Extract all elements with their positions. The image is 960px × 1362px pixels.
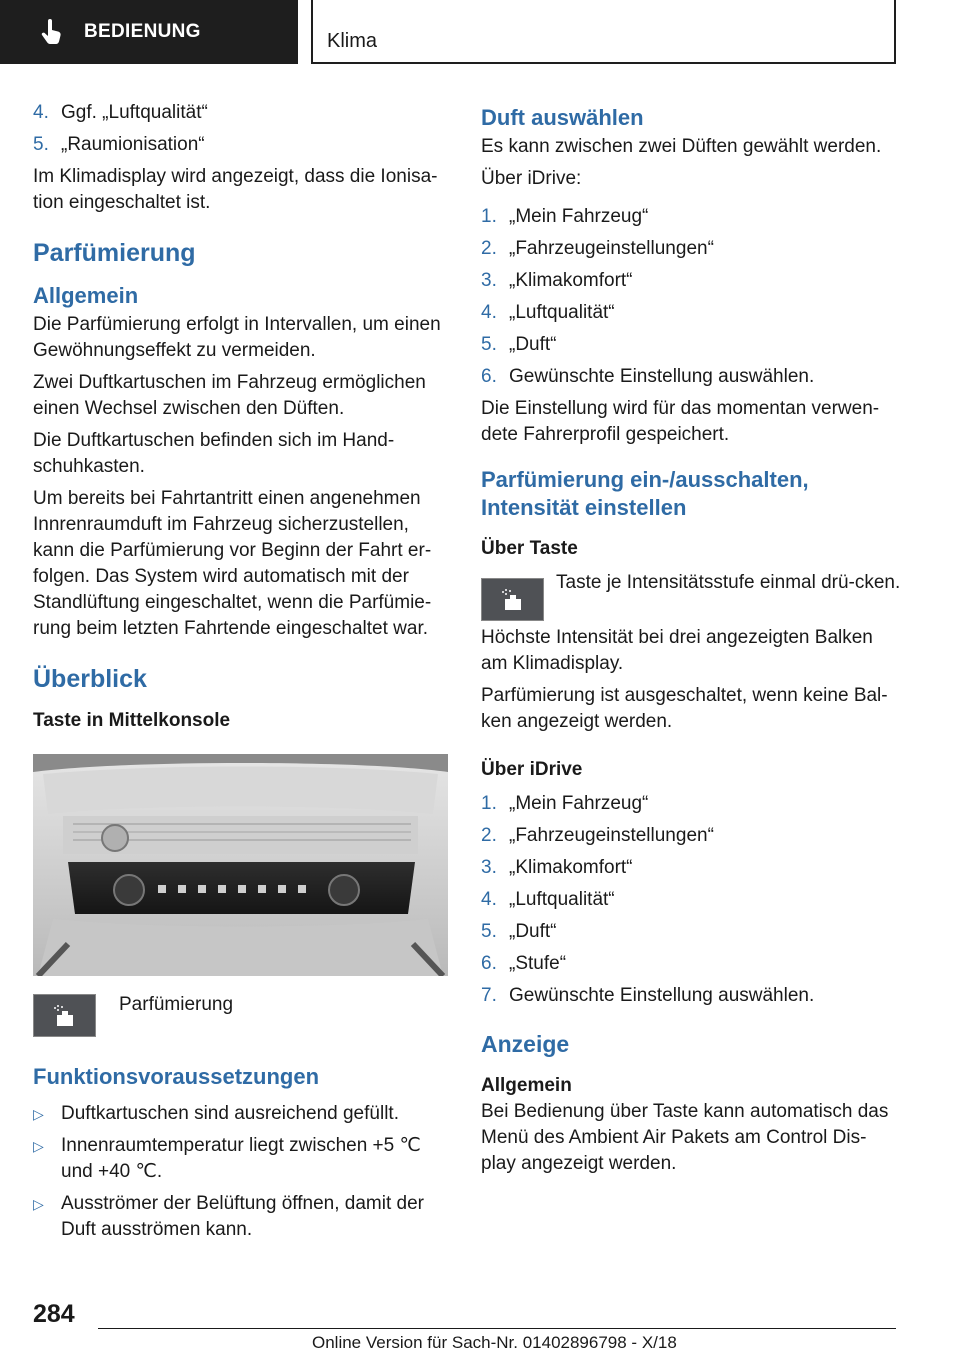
list-text: Gewünschte Einstellung auswählen. xyxy=(509,985,815,1006)
list-item xyxy=(33,100,443,126)
heading-funktionsvoraussetzungen: Funktionsvoraussetzungen xyxy=(33,1064,320,1089)
list-number: 4. xyxy=(33,102,49,123)
heading-ein-ausschalten: Parfümierung ein-/ausschalten, Intensität einstellen xyxy=(481,467,809,520)
list-item xyxy=(481,823,901,849)
paragraph: Die Duftkartuschen befinden sich im Hand-schuhkasten. xyxy=(33,430,395,477)
list-item xyxy=(481,204,901,230)
list-item xyxy=(481,268,901,294)
paragraph: Um bereits bei Fahrtantritt einen angenehmen Innrenraumduft im Fahrzeug sicherzustellen, kann die Parfümierung vor Beginn der Fahrt er-folgen. Das System wird automatisch mit der Standlüftung eingeschaltet, wenn die Parfümie-rung beim letzten Fahrtende eingeschaltet war. xyxy=(33,488,432,639)
footer-divider xyxy=(98,1328,896,1329)
bullet-text: Duftkartuschen sind ausreichend gefüllt. xyxy=(61,1103,399,1124)
list-text: Ggf. „Luftqualität“ xyxy=(61,102,208,123)
list-number: 5. xyxy=(481,334,497,355)
center-console-photo xyxy=(33,754,448,976)
perfume-button-image xyxy=(481,578,544,621)
list-number: 2. xyxy=(481,825,497,846)
list-text: „Mein Fahrzeug“ xyxy=(509,206,649,227)
button-caption: Taste je Intensitätsstufe einmal drü-cken. xyxy=(556,572,901,593)
list-number: 7. xyxy=(481,985,497,1006)
paragraph: Parfümierung ist ausgeschaltet, wenn keine Bal-ken angezeigt werden. xyxy=(481,685,888,732)
list-item xyxy=(481,919,901,945)
list-number: 5. xyxy=(481,921,497,942)
bullet-item xyxy=(33,1191,443,1243)
paragraph: Höchste Intensität bei drei angezeigten Balken am Klimadisplay. xyxy=(481,627,873,674)
list-text: „Fahrzeugeinstellungen“ xyxy=(509,825,714,846)
page-number: 284 xyxy=(33,1300,75,1328)
left-column xyxy=(33,100,443,1249)
section-tab xyxy=(0,0,298,64)
perfume-icon xyxy=(54,1004,76,1028)
bullet-text: Innenraumtemperatur liegt zwischen +5 ℃ und +40 ℃. xyxy=(61,1135,421,1182)
list-text: „Duft“ xyxy=(509,921,557,942)
heading-duft-auswaehlen: Duft auswählen xyxy=(481,105,644,130)
list-text: „Luftqualität“ xyxy=(509,302,615,323)
triangle-bullet-icon: ▷ xyxy=(33,1106,44,1122)
list-number: 3. xyxy=(481,270,497,291)
heading-parfuemierung: Parfümierung xyxy=(33,239,196,267)
list-item xyxy=(481,791,901,817)
list-text: „Fahrzeugeinstellungen“ xyxy=(509,238,714,259)
list-number: 3. xyxy=(481,857,497,878)
heading-allgemein-2: Allgemein xyxy=(481,1075,572,1096)
perfume-button-image xyxy=(33,994,96,1037)
triangle-bullet-icon: ▷ xyxy=(33,1138,44,1154)
list-item xyxy=(481,236,901,262)
list-number: 6. xyxy=(481,953,497,974)
button-caption: Parfümierung xyxy=(119,994,234,1015)
list-number: 4. xyxy=(481,302,497,323)
list-text: „Klimakomfort“ xyxy=(509,857,633,878)
list-item xyxy=(33,132,443,158)
section-title: BEDIENUNG xyxy=(84,21,201,42)
list-number: 6. xyxy=(481,366,497,387)
list-number: 5. xyxy=(33,134,49,155)
list-number: 4. xyxy=(481,889,497,910)
paragraph: Die Parfümierung erfolgt in Intervallen, um einen Gewöhnungseffekt zu vermeiden. xyxy=(33,314,441,361)
list-item xyxy=(481,983,901,1009)
heading-ueber-idrive: Über iDrive xyxy=(481,759,583,780)
paragraph: Über iDrive: xyxy=(481,168,582,189)
heading-ueber-taste: Über Taste xyxy=(481,538,578,559)
heading-anzeige: Anzeige xyxy=(481,1031,570,1057)
bullet-item xyxy=(33,1101,443,1127)
paragraph: Im Klimadisplay wird angezeigt, dass die Ionisa-tion eingeschaltet ist. xyxy=(33,166,438,213)
list-text: „Luftqualität“ xyxy=(509,889,615,910)
right-column xyxy=(481,100,901,1183)
list-item xyxy=(481,332,901,358)
list-text: „Klimakomfort“ xyxy=(509,270,633,291)
heading-allgemein: Allgemein xyxy=(33,283,139,308)
list-text: Gewünschte Einstellung auswählen. xyxy=(509,366,815,387)
list-text: „Stufe“ xyxy=(509,953,567,974)
paragraph: Die Einstellung wird für das momentan verwen-dete Fahrerprofil gespeichert. xyxy=(481,398,880,445)
list-item xyxy=(481,300,901,326)
bullet-item xyxy=(33,1133,443,1185)
button-legend xyxy=(33,994,443,1037)
list-item xyxy=(481,887,901,913)
perfume-icon xyxy=(502,588,524,612)
list-text: „Raumionisation“ xyxy=(61,134,205,155)
paragraph: Zwei Duftkartuschen im Fahrzeug ermöglichen einen Wechsel zwischen den Düften. xyxy=(33,372,426,419)
footer-text: Online Version für Sach-Nr. 01402896798 - X/18 xyxy=(312,1333,677,1352)
chapter-tab xyxy=(311,0,896,64)
list-item xyxy=(481,951,901,977)
list-text: „Duft“ xyxy=(509,334,557,355)
triangle-bullet-icon: ▷ xyxy=(33,1196,44,1212)
heading-taste-mittelkonsole: Taste in Mittelkonsole xyxy=(33,710,231,731)
list-number: 1. xyxy=(481,206,497,227)
console-illustration xyxy=(33,754,448,976)
button-legend xyxy=(481,570,901,621)
list-item xyxy=(481,855,901,881)
paragraph: Bei Bedienung über Taste kann automatisch das Menü des Ambient Air Pakets am Control Dis-play angezeigt werden. xyxy=(481,1101,889,1174)
paragraph: Es kann zwischen zwei Düften gewählt werden. xyxy=(481,136,882,157)
list-text: „Mein Fahrzeug“ xyxy=(509,793,649,814)
list-number: 1. xyxy=(481,793,497,814)
hand-pointer-icon xyxy=(40,19,64,45)
chapter-title: Klima xyxy=(327,30,378,52)
list-number: 2. xyxy=(481,238,497,259)
list-item xyxy=(481,364,901,390)
heading-ueberblick: Überblick xyxy=(33,665,147,693)
bullet-text: Ausströmer der Belüftung öffnen, damit der Duft ausströmen kann. xyxy=(61,1193,424,1240)
